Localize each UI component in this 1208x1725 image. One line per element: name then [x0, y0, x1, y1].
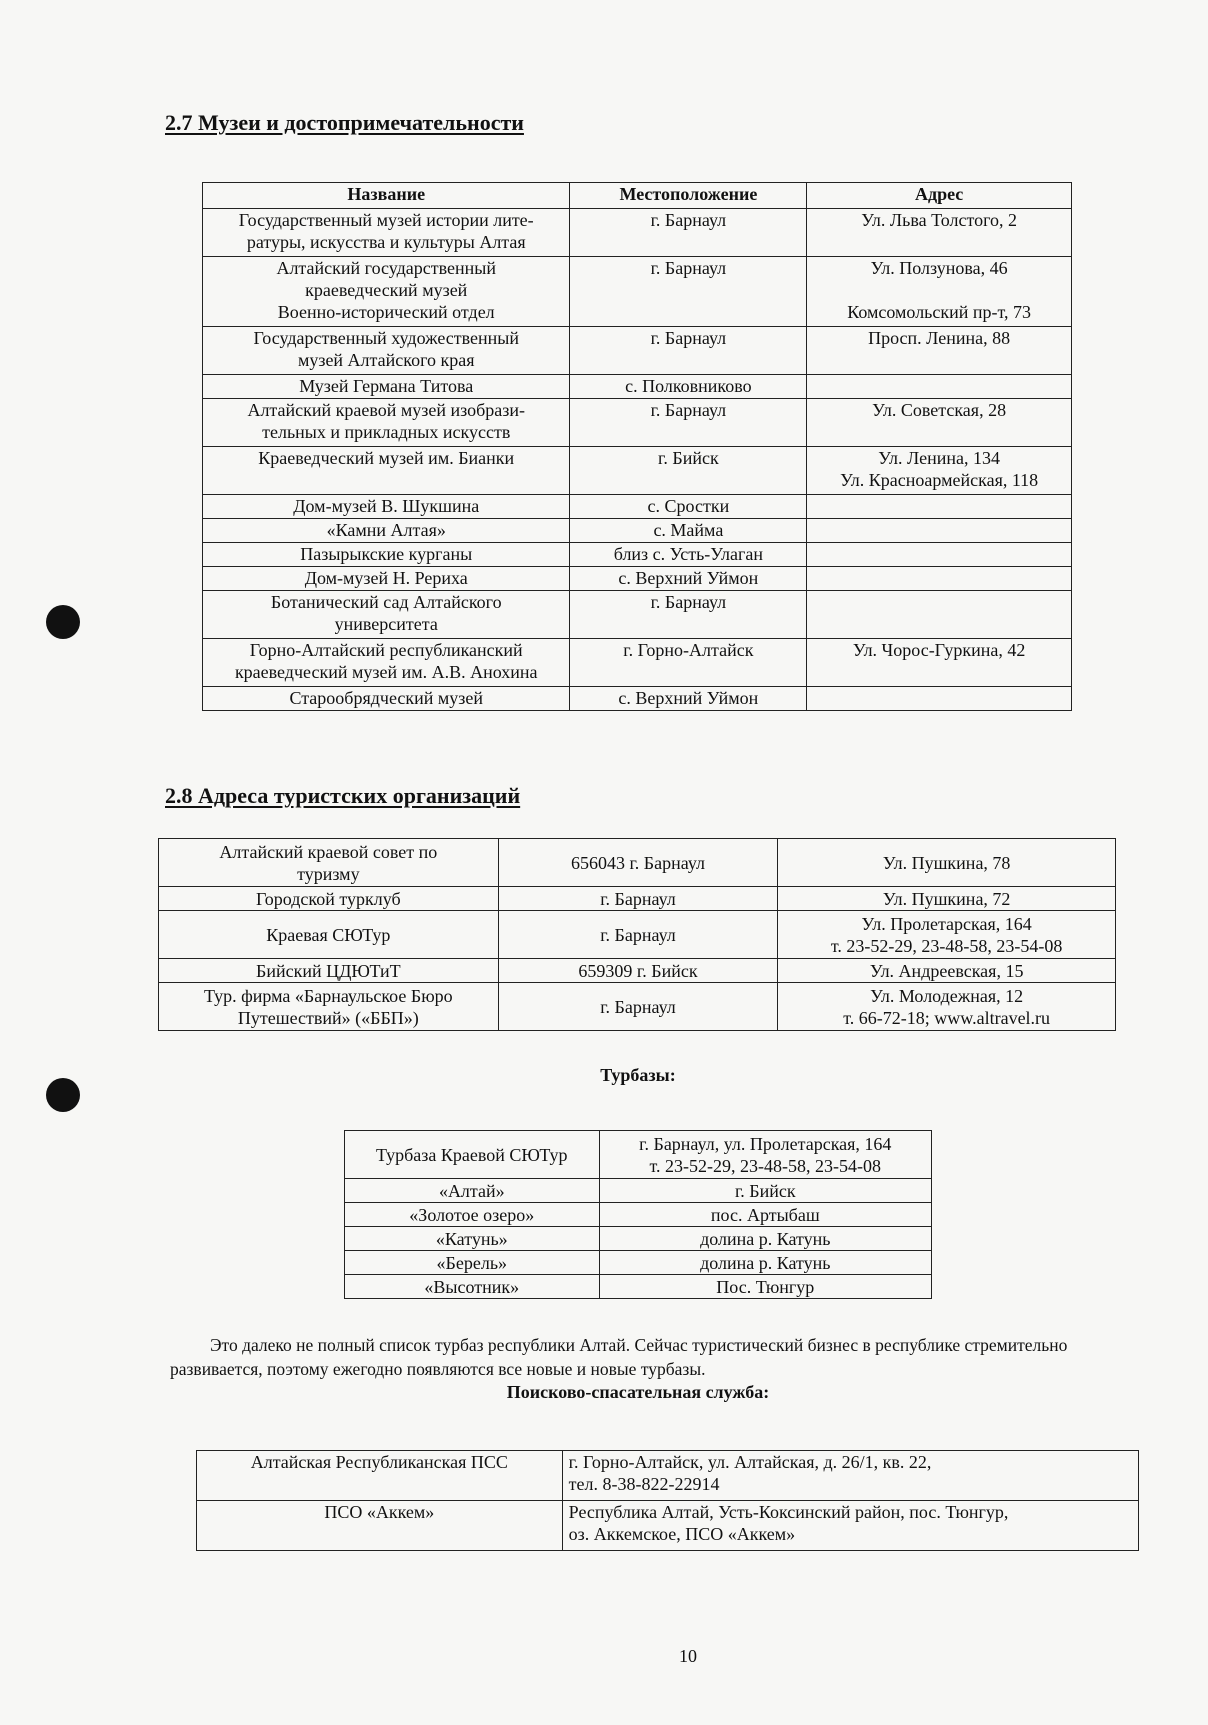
cell-name: Турбаза Краевой СЮТур	[345, 1131, 600, 1179]
cell-location: с. Сростки	[570, 495, 807, 519]
cell-name: Тур. фирма «Барнаульское Бюро Путешествий» («ББП»)	[159, 983, 499, 1031]
cell-name: «Золотое озеро»	[345, 1203, 600, 1227]
organizations-heading: 2.8 Адреса туристских организаций	[165, 783, 521, 808]
cell-name: Государственный музей истории лите- ратуры, искусства и культуры Алтая	[203, 209, 570, 257]
table-row	[345, 1227, 932, 1251]
table-row	[345, 1131, 932, 1179]
table-row	[159, 911, 1116, 959]
cell-location: г. Барнаул	[570, 257, 807, 327]
cell-name: Дом-музей Н. Рериха	[203, 567, 570, 591]
cell-location: близ с. Усть-Улаган	[570, 543, 807, 567]
cell-address: Ул. Пушкина, 78	[778, 839, 1116, 887]
cell-address: Просп. Ленина, 88	[807, 327, 1072, 375]
cell-address: Ул. Пушкина, 72	[778, 887, 1116, 911]
cell-address: Ул. Пролетарская, 164 т. 23-52-29, 23-48-58, 23-54-08	[778, 911, 1116, 959]
table-row	[345, 1251, 932, 1275]
cell-name: Городской турклуб	[159, 887, 499, 911]
cell-city: 659309 г. Бийск	[498, 959, 778, 983]
cell-address	[807, 591, 1072, 639]
cell-place: долина р. Катунь	[599, 1251, 931, 1275]
table-row	[159, 887, 1116, 911]
cell-address	[807, 519, 1072, 543]
table-row	[203, 257, 1072, 327]
col-header-address: Адрес	[807, 183, 1072, 209]
cell-address	[807, 567, 1072, 591]
cell-location: с. Майма	[570, 519, 807, 543]
table-row	[345, 1275, 932, 1299]
cell-address: Республика Алтай, Усть-Коксинский район, пос. Тюнгур, оз. Аккемское, ПСО «Аккем»	[562, 1501, 1138, 1551]
rescue-heading: Поисково-спасательная служба:	[506, 1382, 770, 1402]
cell-name: «Высотник»	[345, 1275, 600, 1299]
cell-name: Дом-музей В. Шукшина	[203, 495, 570, 519]
page-number: 10	[679, 1646, 697, 1666]
cell-place: долина р. Катунь	[599, 1227, 931, 1251]
table-row	[203, 567, 1072, 591]
cell-location: г. Барнаул	[570, 399, 807, 447]
cell-name: Музей Германа Титова	[203, 375, 570, 399]
cell-name: Государственный художественный музей Алтайского края	[203, 327, 570, 375]
cell-address: Ул. Ползунова, 46 Комсомольский пр-т, 73	[807, 257, 1072, 327]
cell-name: Пазырыкские курганы	[203, 543, 570, 567]
table-row	[203, 495, 1072, 519]
table-row	[203, 375, 1072, 399]
cell-address: Ул. Молодежная, 12 т. 66-72-18; www.altravel.ru	[778, 983, 1116, 1031]
table-row	[197, 1451, 1139, 1501]
table-row	[159, 983, 1116, 1031]
table-row	[159, 959, 1116, 983]
table-row	[345, 1179, 932, 1203]
col-header-location: Местоположение	[570, 183, 807, 209]
cell-name: «Берель»	[345, 1251, 600, 1275]
cell-place: г. Бийск	[599, 1179, 931, 1203]
cell-name: Алтайский краевой совет по туризму	[159, 839, 499, 887]
cell-location: с. Верхний Уймон	[570, 567, 807, 591]
cell-address: Ул. Советская, 28	[807, 399, 1072, 447]
cell-place: пос. Артыбаш	[599, 1203, 931, 1227]
table-row	[203, 519, 1072, 543]
cell-address: Ул. Льва Толстого, 2	[807, 209, 1072, 257]
cell-address: Ул. Чорос-Гуркина, 42	[807, 639, 1072, 687]
table-row	[203, 447, 1072, 495]
cell-name: Старообрядческий музей	[203, 687, 570, 711]
cell-location: г. Бийск	[570, 447, 807, 495]
table-row	[345, 1203, 932, 1227]
punch-hole	[46, 605, 80, 639]
cell-city: г. Барнаул	[498, 911, 778, 959]
cell-address	[807, 543, 1072, 567]
cell-location: с. Полковниково	[570, 375, 807, 399]
cell-address: г. Горно-Алтайск, ул. Алтайская, д. 26/1, кв. 22, тел. 8-38-822-22914	[562, 1451, 1138, 1501]
museums-heading: 2.7 Музеи и достопримечательности	[165, 110, 524, 135]
table-row	[203, 687, 1072, 711]
cell-address: Ул. Ленина, 134 Ул. Красноармейская, 118	[807, 447, 1072, 495]
museums-table	[202, 182, 1072, 711]
cell-place: г. Барнаул, ул. Пролетарская, 164 т. 23-52-29, 23-48-58, 23-54-08	[599, 1131, 931, 1179]
cell-city: г. Барнаул	[498, 887, 778, 911]
cell-name: Горно-Алтайский республиканский краеведческий музей им. А.В. Анохина	[203, 639, 570, 687]
bases-heading: Турбазы:	[600, 1065, 676, 1085]
organizations-table	[158, 838, 1116, 1031]
cell-name: «Камни Алтая»	[203, 519, 570, 543]
cell-name: «Алтай»	[345, 1179, 600, 1203]
cell-name: Краеведческий музей им. Бианки	[203, 447, 570, 495]
bases-table	[344, 1130, 932, 1299]
cell-city: 656043 г. Барнаул	[498, 839, 778, 887]
cell-name: Ботанический сад Алтайского университета	[203, 591, 570, 639]
table-row	[203, 327, 1072, 375]
table-row	[203, 591, 1072, 639]
table-row	[159, 839, 1116, 887]
table-row	[203, 639, 1072, 687]
cell-name: Алтайский государственный краеведческий музей Военно-исторический отдел	[203, 257, 570, 327]
cell-location: г. Барнаул	[570, 209, 807, 257]
cell-name: Алтайский краевой музей изобрази- тельных и прикладных искусств	[203, 399, 570, 447]
bases-note: Это далеко не полный список турбаз республики Алтай. Сейчас туристический бизнес в республике стремительно развивается, поэтому ежегодно появляются все новые и новые турбазы.	[170, 1335, 1068, 1379]
cell-location: г. Барнаул	[570, 591, 807, 639]
rescue-table	[196, 1450, 1139, 1551]
table-row	[203, 209, 1072, 257]
cell-location: с. Верхний Уймон	[570, 687, 807, 711]
cell-address	[807, 495, 1072, 519]
cell-name: Краевая СЮТур	[159, 911, 499, 959]
cell-place: Пос. Тюнгур	[599, 1275, 931, 1299]
cell-address: Ул. Андреевская, 15	[778, 959, 1116, 983]
cell-name: «Катунь»	[345, 1227, 600, 1251]
table-row	[203, 543, 1072, 567]
cell-name: Бийский ЦДЮТиТ	[159, 959, 499, 983]
table-row	[203, 399, 1072, 447]
cell-address	[807, 375, 1072, 399]
cell-location: г. Горно-Алтайск	[570, 639, 807, 687]
col-header-name: Название	[203, 183, 570, 209]
cell-name: Алтайская Республиканская ПСС	[197, 1451, 563, 1501]
table-row	[197, 1501, 1139, 1551]
cell-city: г. Барнаул	[498, 983, 778, 1031]
cell-location: г. Барнаул	[570, 327, 807, 375]
cell-name: ПСО «Аккем»	[197, 1501, 563, 1551]
cell-address	[807, 687, 1072, 711]
